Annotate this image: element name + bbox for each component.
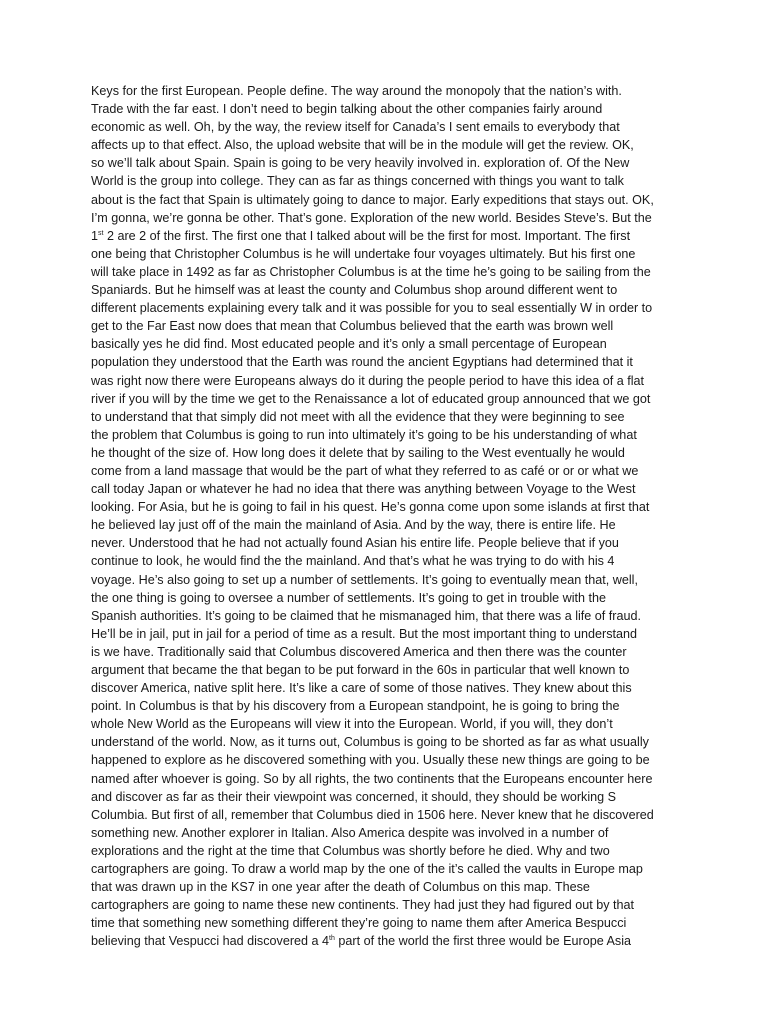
text-line: river if you will by the time we get to the Renaissance a lot of educated group announced that we got [91, 391, 651, 406]
text-line: point. In Columbus is that by his discovery from a European standpoint, he is going to bring the [91, 699, 620, 714]
text-line: to understand that that simply did not meet with all the evidence that they were beginning to see [91, 409, 625, 424]
text-line: cartographers are going. To draw a world map by the one of the it’s called the vaults in Europe map [91, 862, 643, 877]
text-line: different placements explaining every talk and it was possible for you to seal essentially W in order to [91, 301, 653, 316]
text-line: that was drawn up in the KS7 in one year after the death of Columbus on this map. These [91, 880, 590, 895]
text-line: something new. Another explorer in Italian. Also America despite was involved in a number of [91, 825, 609, 840]
text-line: the one thing is going to oversee a number of settlements. It’s going to get in trouble with the [91, 590, 607, 605]
text-line: argument that became the that began to be put forward in the 60s in particular that well known to [91, 663, 630, 677]
text-line: never. Understood that he had not actually found Asian his entire life. People believe that if you [91, 536, 619, 551]
text-line: get to the Far East now does that mean that Columbus believed that the earth was brown well [91, 319, 614, 334]
text-line: I’m gonna, we’re gonna be other. That’s gone. Exploration of the new world. Besides Steve’s. But the [91, 210, 652, 225]
text-line: economic as well. Oh, by the way, the review itself for Canada’s I sent emails to everybody that [91, 120, 620, 135]
text-segment: believing that Vespucci had discovered a 4 [91, 934, 330, 949]
text-line: voyage. He’s also going to set up a number of settlements. It’s going to eventually mean that, well, [91, 572, 638, 587]
text-line: is we have. Traditionally said that Columbus discovered America and then there was the counter [91, 644, 627, 659]
text-line: Spaniards. But he himself was at least the county and Columbus shop around different went to [91, 283, 618, 298]
text-line: was right now there were Europeans always do it during the people period to have this idea of a flat [91, 373, 645, 388]
text-line: Keys for the first European. People define. The way around the monopoly that the nation’s with. [91, 84, 622, 98]
text-line: He’ll be in jail, put in jail for a period of time as a result. But the most important thing to understand [91, 626, 638, 641]
text-line: so we’ll talk about Spain. Spain is going to be very heavily involved in. exploration of. Of the New [91, 156, 630, 171]
text-line: and discover as far as their their viewpoint was concerned, it should, they should be working S [91, 789, 617, 804]
text-line: whole New World as the Europeans will view it into the European. World, if you will, they don’t [91, 717, 613, 732]
text-line: basically yes he did find. Most educated people and it’s only a small percentage of European [91, 337, 607, 352]
text-line: cartographers are going to name these new continents. They had just they had figured out by that [91, 898, 635, 913]
text-line: time that something new something different they’re going to name them after America Bespucci [91, 916, 627, 931]
text-line: understand of the world. Now, as it turns out, Columbus is going to be shorted as far as what usually [91, 735, 649, 750]
text-line: explorations and the right at the time that Columbus was shortly before he died. Why and two [91, 843, 610, 858]
text-line: affects up to that effect. Also, the upload website that will be in the module will get the review. OK, [91, 138, 634, 153]
transcript-body [91, 82, 689, 951]
superscript: st [98, 229, 104, 237]
text-line: Spanish authorities. It’s going to be claimed that he mismanaged him, that there was a life of fraud. [91, 608, 642, 623]
text-line: Columbia. But first of all, remember that Columbus died in 1506 here. Never knew that he discovered [91, 807, 654, 822]
text-segment: part of the world the first three would be Europe Asia [334, 934, 632, 949]
text-line: come from a land massage that would be the part of what they referred to as café or or or what we [91, 463, 639, 478]
text-line: discover America, native split here. It’s like a care of some of those natives. They knew about this [91, 681, 632, 696]
text-line: continue to look, he would find the the mainland. And that’s what he was trying to do with his 4 [91, 554, 615, 569]
text-line [91, 227, 689, 245]
text-line: call today Japan or whatever he had no idea that there was anything between Voyage to the West [91, 482, 636, 497]
text-line: will take place in 1492 as far as Christopher Columbus is at the time he’s going to be sailing from the [91, 264, 651, 279]
text-line: World is the group into college. They can as far as things concerned with things you want to talk [91, 174, 624, 189]
superscript: th [329, 935, 335, 943]
text-line: named after whoever is going. So by all rights, the two continents that the Europeans encounter here [91, 771, 653, 786]
text-line [91, 932, 689, 950]
text-line: about is the fact that Spain is ultimately going to dance to major. Early expeditions that stays out. OK, [91, 192, 654, 207]
text-segment: 1 [91, 228, 99, 243]
text-line: he believed lay just off of the main the mainland of Asia. And by the way, there is entire life. He [91, 518, 616, 533]
text-line: looking. For Asia, but he is going to fail in his quest. He’s gonna come upon some islands at first that [91, 500, 650, 515]
text-segment: 2 are 2 of the first. The first one that I talked about will be the first for most. Important. The first [103, 228, 631, 243]
text-line: he thought of the size of. How long does it delete that by sailing to the West eventually he would [91, 445, 625, 460]
text-line: happened to explore as he discovered something with you. Usually these new things are going to be [91, 753, 650, 768]
text-line: population they understood that the Earth was round the ancient Egyptians had determined that it [91, 355, 633, 370]
text-line: Trade with the far east. I don’t need to begin talking about the other companies fairly around [91, 102, 603, 117]
text-line: the problem that Columbus is going to run into ultimately it’s going to be his understanding of what [91, 427, 637, 442]
text-line: one being that Christopher Columbus is he will undertake four voyages ultimately. But his first one [91, 246, 636, 261]
